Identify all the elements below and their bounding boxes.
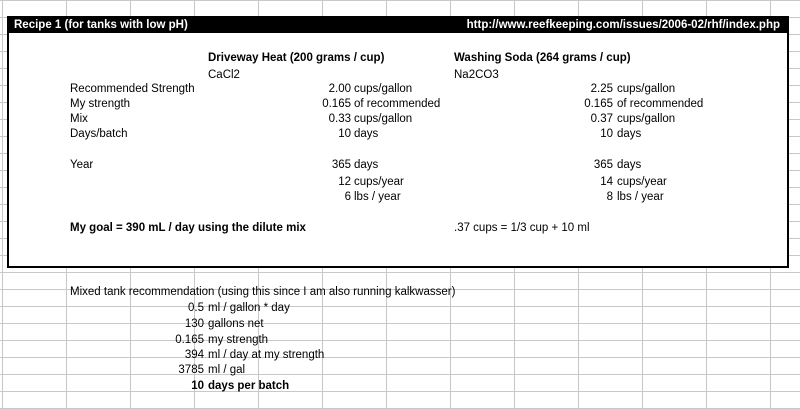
- col2-unit: cups/gallon: [617, 113, 676, 125]
- col1-unit: lbs / year: [354, 191, 401, 203]
- col1-formula: CaCl2: [208, 69, 240, 81]
- col2-unit: days: [617, 159, 642, 171]
- mixed-unit: ml / gallon * day: [208, 302, 290, 314]
- mixed-value: 3785: [178, 364, 204, 376]
- mixed-unit: ml / gal: [208, 364, 246, 376]
- col1-unit: cups/gallon: [354, 113, 413, 125]
- col2-unit: of recommended: [617, 98, 704, 110]
- row-label: Year: [70, 159, 94, 171]
- source-url: http://www.reefkeeping.com/issues/2006-02/rhf/index.php: [466, 18, 780, 31]
- col1-value: 12: [338, 176, 351, 188]
- col1-unit: days: [354, 159, 379, 171]
- col2-unit: lbs / year: [617, 191, 664, 203]
- col2-unit: days: [617, 128, 642, 140]
- col2-value: 2.25: [590, 83, 613, 95]
- col2-value: 10: [600, 128, 613, 140]
- mixed-unit: gallons net: [208, 318, 264, 330]
- col1-unit: days: [354, 128, 379, 140]
- col1-value: 0.33: [328, 113, 351, 125]
- mixed-value: 0.165: [175, 334, 204, 346]
- col2-unit: cups/gallon: [617, 83, 676, 95]
- row-label: My strength: [70, 98, 131, 110]
- col1-value: 6: [344, 191, 351, 203]
- col2-value: 14: [600, 176, 613, 188]
- mixed-value: 394: [184, 349, 204, 361]
- col1-unit: cups/year: [354, 176, 404, 188]
- col2-value: 365: [593, 159, 613, 171]
- recipe-title: Recipe 1 (for tanks with low pH): [14, 18, 188, 31]
- mixed-unit: my strength: [208, 334, 269, 346]
- col2-title: Washing Soda (264 grams / cup): [454, 52, 631, 64]
- col1-value: 365: [331, 159, 351, 171]
- mixed-unit: ml / day at my strength: [208, 349, 325, 361]
- col2-formula: Na2CO3: [454, 69, 499, 81]
- col1-title: Driveway Heat (200 grams / cup): [208, 52, 385, 64]
- col2-value: 8: [606, 191, 613, 203]
- col1-unit: cups/gallon: [354, 83, 413, 95]
- col1-unit: of recommended: [354, 98, 441, 110]
- mixed-unit: days per batch: [208, 380, 290, 392]
- mixed-value: 0.5: [188, 302, 204, 314]
- row-label: Recommended Strength: [70, 83, 195, 95]
- goal-text: My goal = 390 mL / day using the dilute mix: [70, 222, 306, 234]
- col1-value: 2.00: [328, 83, 351, 95]
- recipe-header-bar: [7, 16, 789, 33]
- row-label: Days/batch: [70, 128, 128, 140]
- row-label: Mix: [70, 113, 88, 125]
- mixed-value: 10: [191, 380, 204, 392]
- conversion-note: .37 cups = 1/3 cup + 10 ml: [454, 222, 590, 234]
- col2-unit: cups/year: [617, 176, 667, 188]
- col2-value: 0.37: [590, 113, 613, 125]
- mixed-title: Mixed tank recommendation (using this since I am also running kalkwasser): [70, 286, 456, 298]
- col1-value: 10: [338, 128, 351, 140]
- mixed-value: 130: [184, 318, 204, 330]
- col2-value: 0.165: [584, 98, 613, 110]
- col1-value: 0.165: [322, 98, 351, 110]
